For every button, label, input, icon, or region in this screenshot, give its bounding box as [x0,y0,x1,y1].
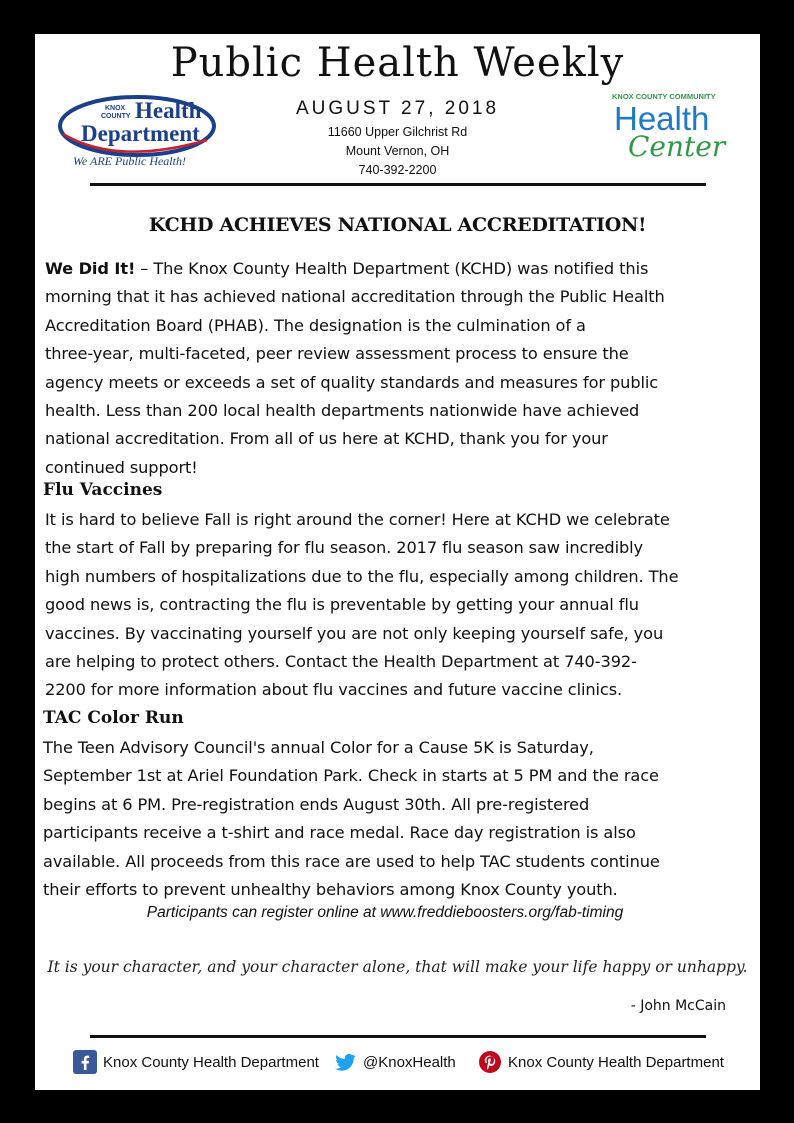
kchd-logo [57,94,217,174]
article-line: agency meets or exceeds a set of quality standards and measures for public [45,372,659,392]
facebook-label: Knox County Health Department [103,1053,319,1071]
flu-heading: Flu Vaccines [43,480,163,500]
facebook-icon [73,1050,97,1074]
twitter-icon [333,1050,357,1074]
twitter-label: @KnoxHealth [363,1053,456,1071]
tac-body [43,734,755,904]
health-center-logo-word2: Center [628,130,726,163]
tac-line: begins at 6 PM. Pre-registration ends August 30th. All pre-registered [43,794,590,814]
article-line: three-year, multi-faceted, peer review assessment process to ensure the [45,344,629,364]
tac-line: September 1st at Ariel Foundation Park. Check in starts at 5 PM and the race [43,766,659,786]
kchd-logo-small1: KNOX [105,105,126,112]
header-divider [90,183,706,186]
tac-line: participants receive a t-shirt and race medal. Race day registration is also [43,823,636,843]
pinterest-link[interactable] [478,1050,724,1074]
article-line-1 [45,255,755,283]
article-line: health. Less than 200 local health departments nationwide have achieved [45,401,640,421]
flu-body [45,506,755,705]
address-line2: Mount Vernon, OH [345,144,450,158]
health-center-logo [610,92,750,172]
kchd-logo-word1: Health [135,98,202,123]
kchd-logo-small2: COUNTY [101,113,131,120]
article-line: Accreditation Board (PHAB). The designation is the culmination of a [45,315,586,335]
newsletter-page [35,34,760,1090]
article-line: continued support! [45,457,198,477]
kchd-logo-word2: Department [81,121,200,146]
address-line1: 11660 Upper Gilchrist Rd [327,125,468,139]
footer-divider [90,1035,706,1038]
health-center-logo-top: KNOX COUNTY COMMUNITY [612,92,716,101]
flu-line: It is hard to believe Fall is right around the corner! Here at KCHD we celebrate [45,510,670,529]
article-body [45,255,755,482]
article-line: national accreditation. From all of us here at KCHD, thank you for your [45,429,608,449]
tac-line: The Teen Advisory Council's annual Color for a Cause 5K is Saturday, [43,738,594,757]
flu-line: vaccines. By vaccinating yourself you are not only keeping yourself safe, you [45,623,664,643]
article-headline: KCHD ACHIEVES NATIONAL ACCREDITATION! [148,214,647,236]
flu-line: 2200 for more information about flu vaccines and future vaccine clinics. [45,680,623,700]
phone-number: 740-392-2200 [358,163,437,177]
kchd-logo-tagline: We ARE Public Health! [73,154,186,168]
quote-author: - John McCain [630,998,726,1014]
pinterest-icon [478,1050,502,1074]
twitter-link[interactable] [333,1050,456,1074]
registration-note: Participants can register online at www.freddieboosters.org/fab-timing [146,904,624,921]
pinterest-label: Knox County Health Department [508,1053,724,1071]
tac-line: available. All proceeds from this race are used to help TAC students continue [43,851,660,871]
tac-heading: TAC Color Run [43,708,184,728]
flu-line: high numbers of hospitalizations due to the flu, especially among children. The [45,566,679,586]
facebook-link[interactable] [73,1050,319,1074]
article-line-1-text: – The Knox County Health Department (KCHD) was notified this [135,259,649,278]
quote-text: It is your character, and your character alone, that will make your life happy or unhappy. [47,958,748,976]
flu-line: are helping to protect others. Contact the Health Department at 740-392- [45,652,637,672]
health-center-logo-word1: Health [614,100,710,137]
tac-line: their efforts to prevent unhealthy behaviors among Knox County youth. [43,880,618,900]
flu-line: good news is, contracting the flu is preventable by getting your annual flu [45,595,639,615]
article-line: morning that it has achieved national accreditation through the Public Health [45,287,665,307]
article-lead: We Did It! [45,259,136,278]
newsletter-title: Public Health Weekly [170,40,625,86]
flu-line: the start of Fall by preparing for flu season. 2017 flu season saw incredibly [45,538,644,558]
issue-date: AUGUST 27, 2018 [295,98,500,119]
